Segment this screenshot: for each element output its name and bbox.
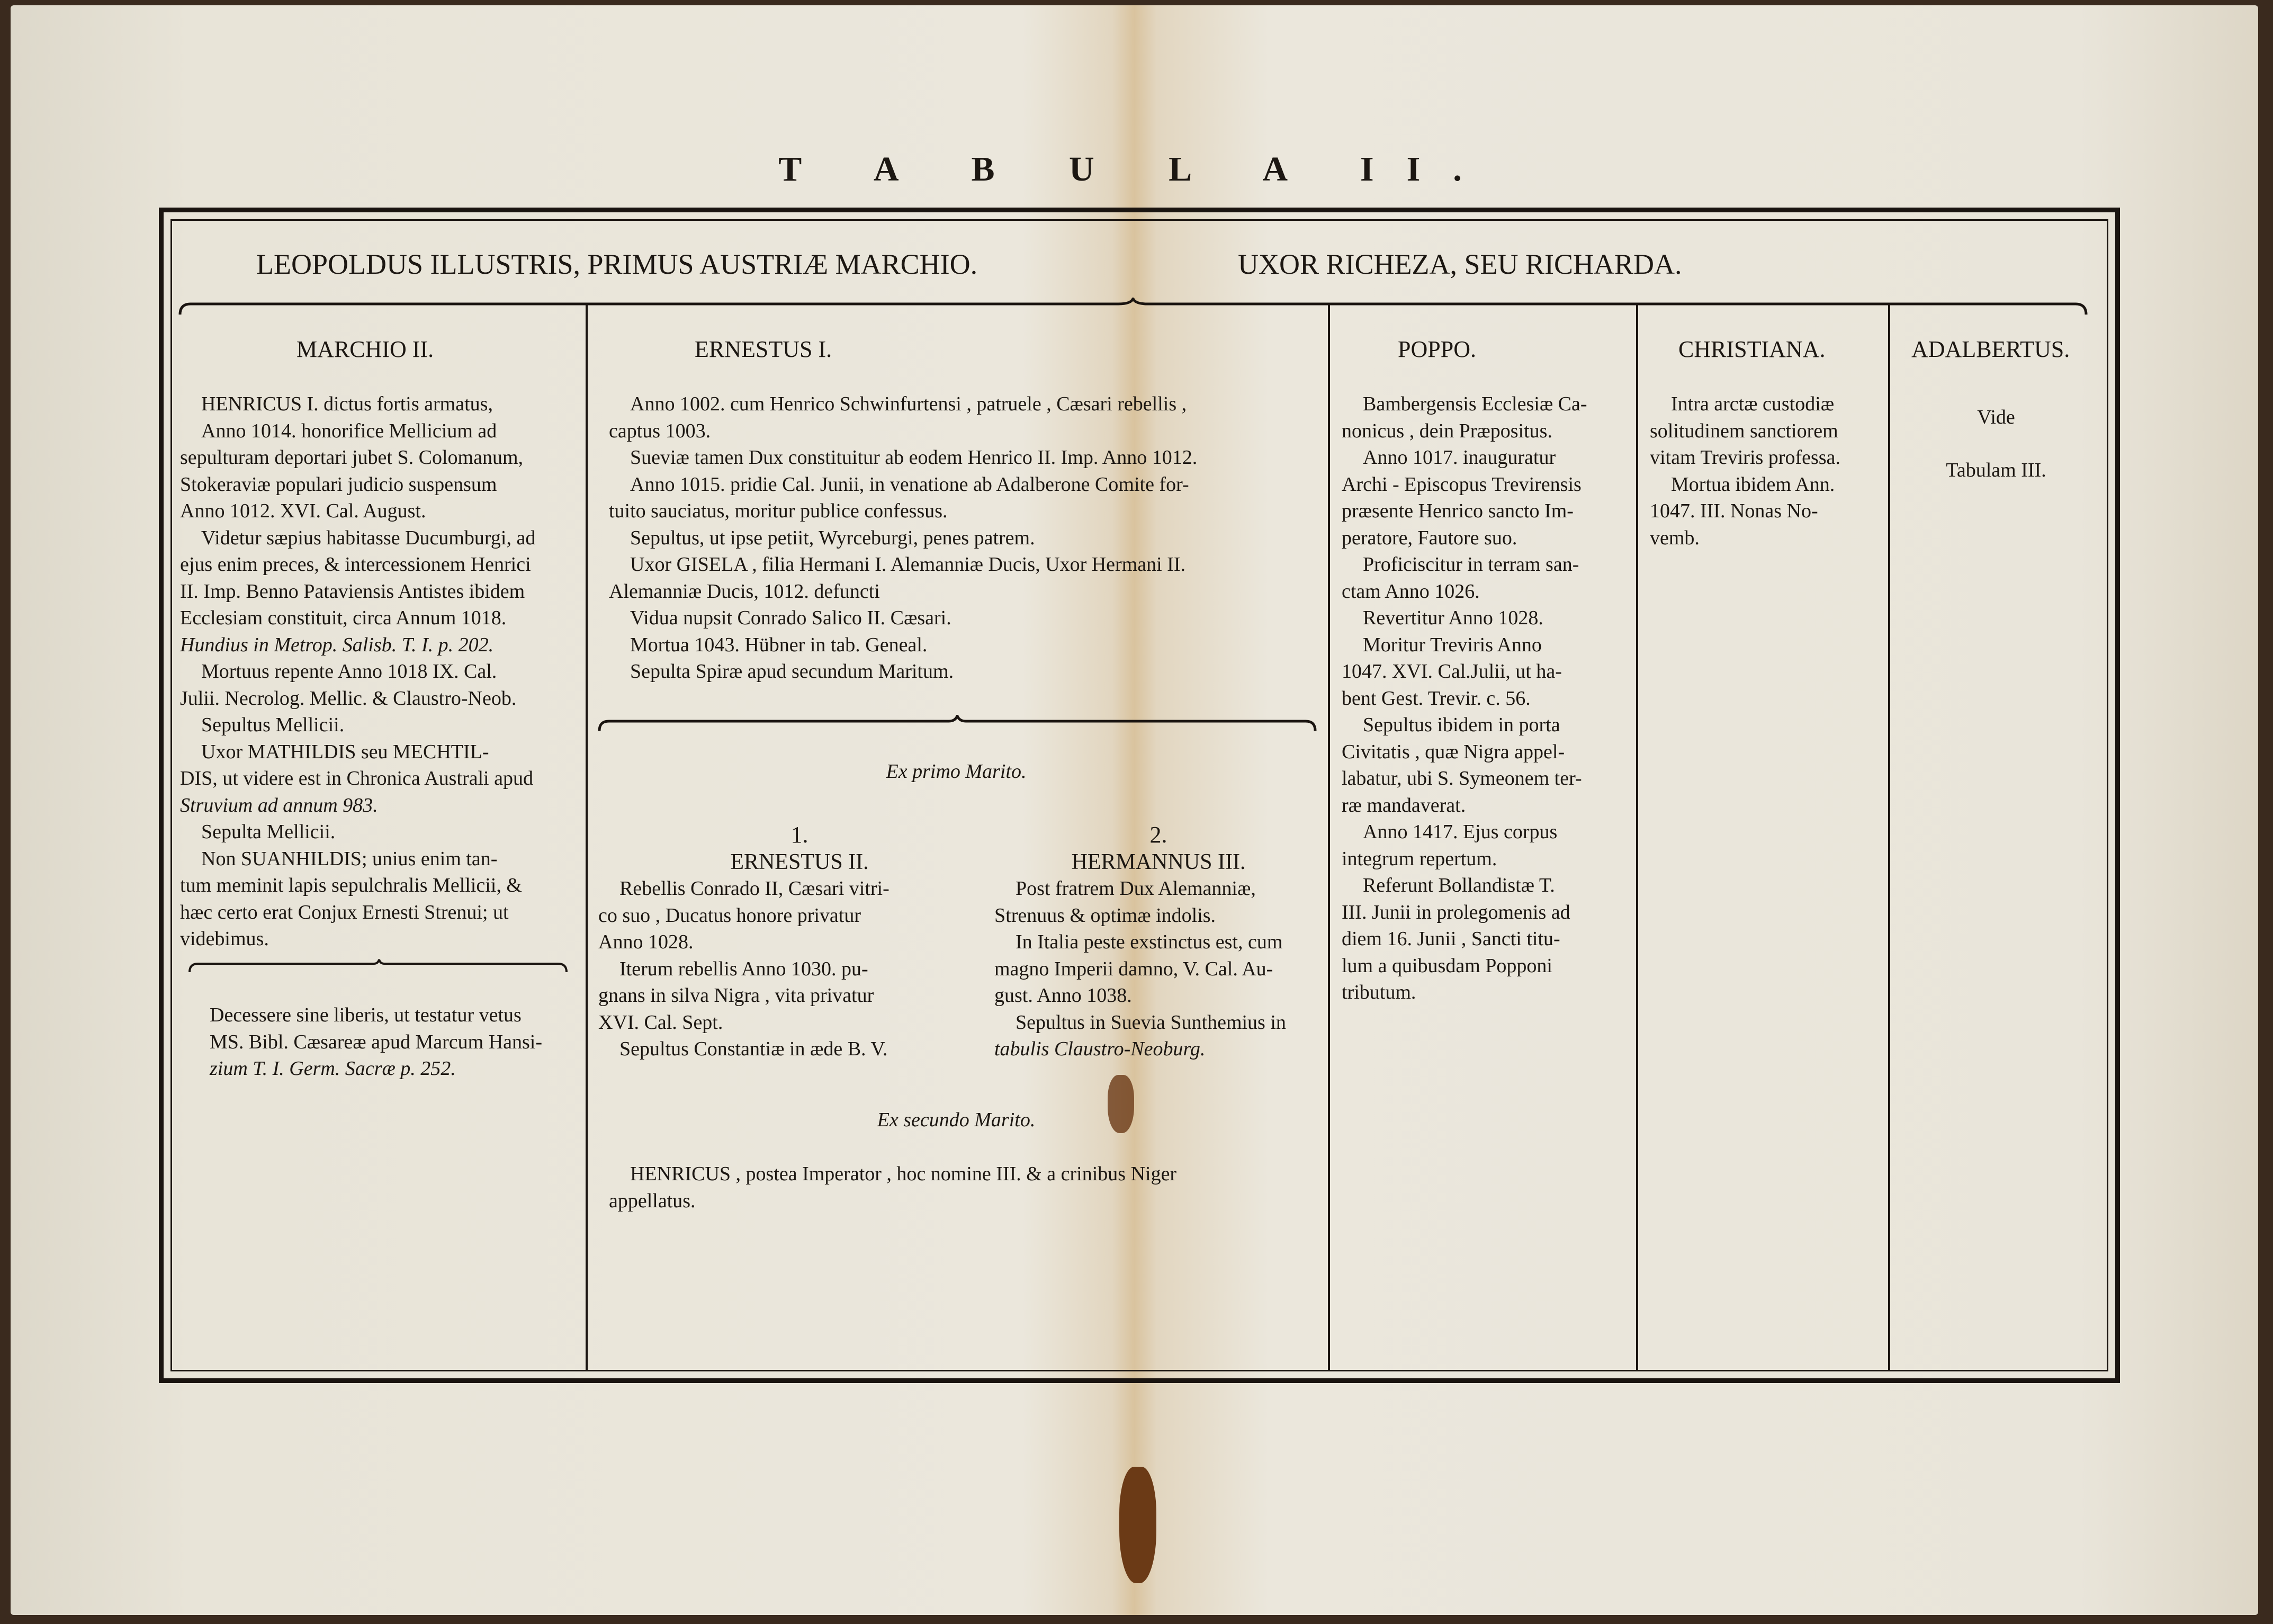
col4-line: vemb. — [1650, 526, 1700, 549]
child-hermannus-iii — [994, 822, 1323, 1063]
col3-line: nonicus , dein Præpositus. — [1342, 419, 1552, 442]
col1-line: Uxor MATHILDIS seu MECHTIL- — [201, 740, 489, 763]
col2-line: Anno 1015. pridie Cal. Junii, in venatione ab Adalberone Comite for- — [630, 473, 1189, 496]
child2-line: Sepultus in Suevia Sunthemius in — [1016, 1011, 1286, 1034]
child2-line: tabulis Claustro-Neoburg. — [994, 1038, 1206, 1060]
col2-line: tuito sauciatus, moritur publice confessus. — [609, 500, 948, 522]
col4-text — [1650, 391, 1883, 551]
col1-divider-brace — [187, 958, 569, 974]
col2-line: Vidua nupsit Conrado Salico II. Cæsari. — [630, 607, 951, 629]
col3-line: lum a quibusdam Popponi — [1342, 954, 1552, 977]
col4-line: 1047. III. Nonas No- — [1650, 500, 1818, 522]
child2-line: Post fratrem Dux Alemanniæ, — [1016, 877, 1256, 900]
col3-line: Anno 1417. Ejus corpus — [1363, 821, 1558, 843]
col1-line: Anno 1014. honorifice Mellicium ad — [201, 419, 497, 442]
child2-line: magno Imperii damno, V. Cal. Au- — [994, 957, 1273, 980]
col3-line: Revertitur Anno 1028. — [1363, 607, 1543, 629]
col1-line: tum meminit lapis sepulchralis Mellicii, & — [180, 874, 522, 896]
consort-title: UXOR RICHEZA, SEU RICHARDA. — [1238, 248, 1682, 280]
col1-line: Sepultus Mellicii. — [201, 714, 345, 736]
col1-line: Anno 1012. XVI. Cal. August. — [180, 500, 426, 522]
col4-heading: CHRISTIANA. — [1678, 336, 1826, 362]
child1-line: Iterum rebellis Anno 1030. pu- — [619, 957, 868, 980]
col1-line: Mortuus repente Anno 1018 IX. Cal. — [201, 660, 497, 683]
col3-heading: POPPO. — [1398, 336, 1476, 362]
henricus-line: appellatus. — [609, 1189, 696, 1212]
child1-line: gnans in silva Nigra , vita privatur — [598, 984, 874, 1007]
col1-note-line: zium T. I. Germ. Sacræ p. 252. — [210, 1057, 456, 1080]
col1-text — [180, 391, 572, 953]
child1-number: 1. — [790, 822, 808, 848]
page-title: T A B U L A II. — [778, 150, 1495, 189]
col3-line: ræ mandaverat. — [1342, 794, 1466, 817]
col1-line: Non SUANHILDIS; unius enim tan- — [201, 847, 498, 870]
col2-line: Alemanniæ Ducis, 1012. defuncti — [609, 580, 880, 603]
henricus-line: HENRICUS , postea Imperator , hoc nomine III. & a crinibus Niger — [630, 1163, 1177, 1185]
col1-note — [210, 1002, 580, 1082]
col3-line: peratore, Fautore suo. — [1342, 526, 1517, 549]
col3-line: Archi - Episcopus Trevirensis — [1342, 473, 1582, 496]
col1-note-line: Decessere sine liberis, ut testatur vetus — [210, 1004, 522, 1026]
col3-line: integrum repertum. — [1342, 847, 1497, 870]
col1-note-line: MS. Bibl. Cæsareæ apud Marcum Hansi- — [210, 1030, 543, 1053]
col3-line: Moritur Treviris Anno — [1363, 633, 1542, 656]
col4-line: Intra arctæ custodiæ — [1671, 393, 1835, 415]
col1-heading: MARCHIO II. — [297, 336, 434, 362]
child1-heading: ERNESTUS II. — [730, 849, 869, 874]
col1-line: Struvium ad annum 983. — [180, 794, 378, 817]
child2-heading: HERMANNUS III. — [1071, 849, 1246, 874]
ex-secundo-label: Ex secundo Marito. — [877, 1109, 1036, 1131]
child2-line: gust. Anno 1038. — [994, 984, 1132, 1007]
ex-primo-label: Ex primo Marito. — [886, 760, 1027, 783]
col4-line: Mortua ibidem Ann. — [1671, 473, 1835, 496]
col3-line: bent Gest. Trevir. c. 56. — [1342, 687, 1531, 710]
child-ernestus-ii — [598, 822, 1001, 1063]
column-divider-2 — [1328, 304, 1330, 1371]
child1-line: co suo , Ducatus honore privatur — [598, 904, 861, 927]
col3-line: diem 16. Junii , Sancti titu- — [1342, 928, 1560, 950]
col1-line: HENRICUS I. dictus fortis armatus, — [201, 393, 493, 415]
col2-line: Sepultus, ut ipse petiit, Wyrceburgi, penes patrem. — [630, 526, 1035, 549]
col5-text — [1895, 391, 2097, 497]
col3-line: tributum. — [1342, 981, 1416, 1003]
col2-text — [609, 391, 1318, 685]
col3-line: Proficiscitur in terram san- — [1363, 553, 1579, 576]
col1-line: DIS, ut videre est in Chronica Australi apud — [180, 767, 533, 789]
col3-line: 1047. XVI. Cal.Julii, ut ha- — [1342, 660, 1562, 683]
col3-line: Sepultus ibidem in porta — [1363, 714, 1560, 736]
col5-line: Vide — [1977, 406, 2015, 428]
child1-line: XVI. Cal. Sept. — [598, 1011, 723, 1034]
col3-line: Bambergensis Ecclesiæ Ca- — [1363, 393, 1587, 415]
child1-line: Rebellis Conrado II, Cæsari vitri- — [619, 877, 890, 900]
column-divider-1 — [586, 304, 588, 1371]
col2-line: Mortua 1043. Hübner in tab. Geneal. — [630, 633, 928, 656]
col2-line: Sueviæ tamen Dux constituitur ab eodem Henrico II. Imp. Anno 1012. — [630, 446, 1198, 469]
col2-heading: ERNESTUS I. — [695, 336, 832, 362]
col1-line: Videtur sæpius habitasse Ducumburgi, ad — [201, 526, 536, 549]
child1-line: Sepultus Constantiæ in æde B. V. — [619, 1038, 888, 1060]
col1-line: Hundius in Metrop. Salisb. T. I. p. 202. — [180, 633, 494, 656]
col3-line: labatur, ubi S. Symeonem ter- — [1342, 767, 1582, 789]
col1-line: hæc certo erat Conjux Ernesti Strenui; ut — [180, 901, 509, 923]
child2-number: 2. — [1149, 822, 1167, 848]
top-brace — [178, 298, 2088, 317]
henricus-iii-entry — [609, 1161, 1318, 1214]
col1-line: videbimus. — [180, 928, 269, 950]
col1-line: sepulturam deportari jubet S. Colomanum, — [180, 446, 524, 469]
col2-line: Uxor GISELA , filia Hermani I. Alemanniæ Ducis, Uxor Hermani II. — [630, 553, 1185, 576]
col5-heading: ADALBERTUS. — [1911, 336, 2070, 362]
child2-line: Strenuus & optimæ indolis. — [994, 904, 1216, 927]
progenitor-title: LEOPOLDUS ILLUSTRIS, PRIMUS AUSTRIÆ MARCHIO. — [256, 248, 978, 280]
col3-line: III. Junii in prolegomenis ad — [1342, 901, 1570, 923]
col4-line: solitudinem sanctiorem — [1650, 419, 1838, 442]
binding-stain — [1119, 1467, 1156, 1583]
col1-line: Ecclesiam constituit, circa Annum 1018. — [180, 607, 507, 629]
col1-line: ejus enim preces, & intercessionem Henrici — [180, 553, 531, 576]
col3-line: præsente Henrico sancto Im- — [1342, 500, 1574, 522]
col1-line: Stokeraviæ populari judicio suspensum — [180, 473, 497, 496]
column-divider-4 — [1888, 304, 1890, 1371]
child1-line: Anno 1028. — [598, 931, 694, 953]
col1-line: Sepulta Mellicii. — [201, 821, 336, 843]
col2-line: captus 1003. — [609, 419, 711, 442]
col2-line: Anno 1002. cum Henrico Schwinfurtensi , patruele , Cæsari rebellis , — [630, 393, 1187, 415]
col1-line: Julii. Necrolog. Mellic. & Claustro-Neob. — [180, 687, 517, 710]
col5-line: Tabulam III. — [1946, 459, 2046, 481]
col3-line: Referunt Bollandistæ T. — [1363, 874, 1555, 896]
col3-line: Civitatis , quæ Nigra appel- — [1342, 740, 1565, 763]
col2-divider-brace — [597, 715, 1317, 733]
col3-text — [1342, 391, 1628, 1006]
col4-line: vitam Treviris professa. — [1650, 446, 1840, 469]
col3-line: ctam Anno 1026. — [1342, 580, 1480, 603]
child2-line: In Italia peste exstinctus est, cum — [1016, 931, 1283, 953]
column-divider-3 — [1636, 304, 1638, 1371]
col2-line: Sepulta Spiræ apud secundum Maritum. — [630, 660, 954, 683]
col3-line: Anno 1017. inauguratur — [1363, 446, 1556, 469]
col1-line: II. Imp. Benno Pataviensis Antistes ibidem — [180, 580, 525, 603]
